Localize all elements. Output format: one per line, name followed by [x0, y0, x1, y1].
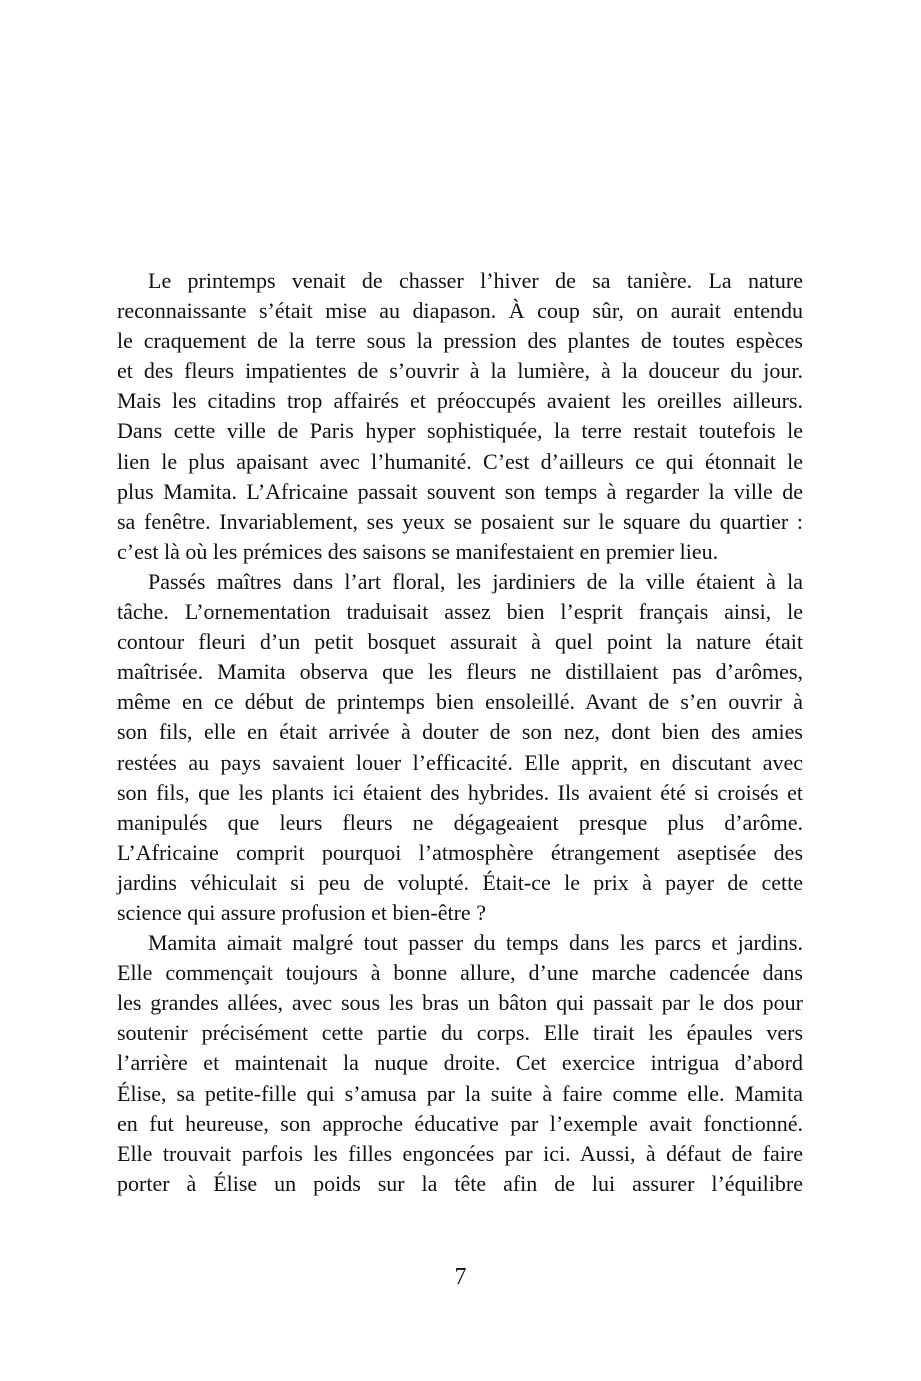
text-line: c’est là où les prémices des saisons se manifestaient en premier lieu.	[117, 538, 719, 564]
text-line: Élise, sa petite-fille qui s’amusa par la suite à faire comme elle. Mamita	[117, 1080, 803, 1106]
text-line: science qui assure profusion et bien-être ?	[117, 899, 486, 925]
paragraph	[117, 928, 803, 1199]
text-line: Le printemps venait de chasser l’hiver de sa tanière. La nature	[148, 268, 803, 293]
text-line: soutenir précisément cette partie du corps. Elle tirait les épaules vers	[117, 1020, 803, 1046]
text-line: Passés maîtres dans l’art floral, les jardiniers de la ville étaient à la	[148, 568, 803, 594]
text-line: restées au pays savaient louer l’efficacité. Elle apprit, en discutant avec	[117, 749, 803, 775]
body-text	[117, 266, 803, 1199]
text-line: le craquement de la terre sous la pression des plantes de toutes espèces	[117, 328, 803, 354]
text-line: son fils, que les plants ici étaient des hybrides. Ils avaient été si croisés et	[117, 779, 803, 805]
text-line: tâche. L’ornementation traduisait assez bien l’esprit français ainsi, le	[117, 599, 803, 625]
page-number: 7	[454, 1264, 467, 1290]
text-line: Elle commençait toujours à bonne allure, d’une marche cadencée dans	[117, 960, 803, 986]
text-line: lien le plus apaisant avec l’humanité. C’est d’ailleurs ce qui étonnait le	[117, 448, 803, 474]
text-line: son fils, elle en était arrivée à douter de son nez, dont bien des amies	[117, 719, 803, 745]
text-line: reconnaissante s’était mise au diapason. À coup sûr, on aurait entendu	[117, 298, 803, 324]
text-line: contour fleuri d’un petit bosquet assurait à quel point la nature était	[117, 629, 803, 655]
text-line: manipulés que leurs fleurs ne dégageaient presque plus d’arôme.	[117, 809, 803, 835]
text-line: Elle trouvait parfois les filles engoncées par ici. Aussi, à défaut de faire	[117, 1140, 803, 1166]
text-line: porter à Élise un poids sur la tête afin de lui assurer l’équilibre	[117, 1170, 803, 1196]
text-line: jardins véhiculait si peu de volupté. Était-ce le prix à payer de cette	[117, 869, 803, 895]
text-line: et des fleurs impatientes de s’ouvrir à la lumière, à la douceur du jour.	[117, 358, 803, 384]
text-line: plus Mamita. L’Africaine passait souvent son temps à regarder la ville de	[117, 478, 803, 504]
text-line: en fut heureuse, son approche éducative par l’exemple avait fonctionné.	[117, 1110, 803, 1136]
text-line: même en ce début de printemps bien ensoleillé. Avant de s’en ouvrir à	[117, 689, 803, 715]
text-line: Mamita aimait malgré tout passer du temps dans les parcs et jardins.	[148, 930, 803, 956]
paragraph	[117, 567, 803, 928]
text-line: maîtrisée. Mamita observa que les fleurs ne distillaient pas d’arômes,	[117, 659, 803, 685]
text-line: Mais les citadins trop affairés et préoccupés avaient les oreilles ailleurs.	[117, 388, 803, 414]
text-line: les grandes allées, avec sous les bras un bâton qui passait par le dos pour	[117, 990, 803, 1016]
text-line: sa fenêtre. Invariablement, ses yeux se posaient sur le square du quartier :	[117, 508, 803, 534]
text-line: L’Africaine comprit pourquoi l’atmosphère étrangement aseptisée des	[117, 839, 803, 865]
text-line: Dans cette ville de Paris hyper sophistiquée, la terre restait toutefois le	[117, 418, 803, 444]
text-line: l’arrière et maintenait la nuque droite. Cet exercice intrigua d’abord	[117, 1050, 803, 1076]
paragraph	[117, 266, 803, 567]
